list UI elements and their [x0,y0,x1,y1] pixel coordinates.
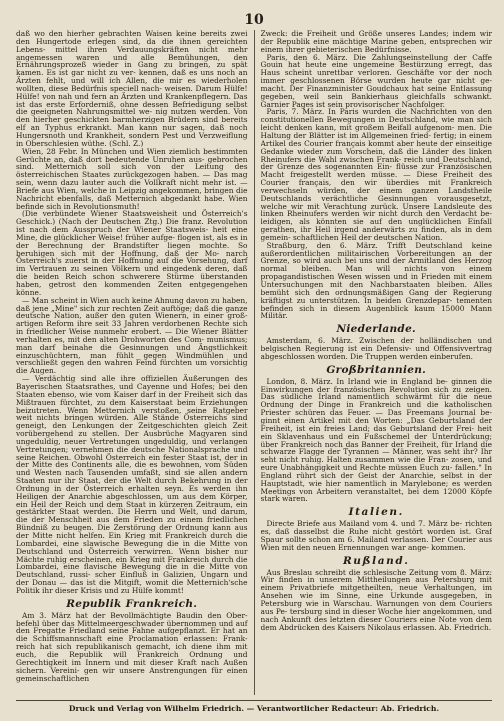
france-paragraph: Am 3. März hat der Bevollmächtigte Baudin den Ober- befehl über das Mittelmeergeschwader übernommen und auf den Fregatte Friedland seine Fahne aufgepflanzt. Er hat an die Schiffsmannschaft eine Proclamation erlassen: Frank- reich hat sich republikanisch gemacht, ich diene ihm mit euch, die Republik will Frankreich Ordnung und Gerechtigkeit im Innern und mit dieser Kraft nach Außen sichern. Vereini- gen wir unsere Anstrengungen für einen gemeinschaftlichen [16,610,248,683]
left-paragraph: (Die verbündete Wiener Staatsweisheit und Österreich's Geschick.) (Nach der Deutschen Ztg.) Die franz. Revolution ist nach dem Ausspruch der Wiener Staatsweis- heit eine Mine, die glücklicher Weise! früher aufge- flogen ist, als es in der Berechnung der Brandstifter liegen mochte. So beruhigen sich mit der Hoffnung, daß der Mo- narch Österreich's zuerst in der Hoffnung auf die Vorsehung, darf im Vertrauen zu seinen Völkern und eingedenk deren, daß die beiden Reich schon schwerere Stürme überstanden haben, getrost den kommenden Zeiten entgegengehen könne. [16,209,248,297]
britain-paragraph: London, 8. März. In Irland wie in England be- ginnen die Einwirkungen der französischen Revolution sich zu zeigen. Das südliche Irland namentlich schwärmt für die neue Ordnung der Dinge in Frankreich und die katholischen Priester schüren das Feuer. — Das Freemans Journal be- ginnt einen Artikel mit den Worten: „Das Geburtsland der Freiheit, ist ein freies Land; das Geburtsland der Frei- heit ein Sklavenhaus und ein Fußschemel der Unterdrückung; über Frankreich noch das Banner der Freiheit, für Irland die schwarze Flagge der Tyrannen — Männer, was seht ihr? Ihr seht nicht ruhig. Halten zusammen wie die Fran- zosen, und eure Unabhängigkeit und Rechte müssen Euch zu- fallen." In England rührt sich der Geist der Anarchie, selbst in der Hauptstadt, wie hier namentlich in Marylebone; es werden Meetings von Arbeitern veranstaltet, bei dem 12000 Köpfe stark waren. [260,376,492,504]
right-column [261,30,493,695]
left-intro: daß wo den hierher gebrachten Waisen keine bereits zwei den Hungertode erlegen sind, da die ihnen gereichten Lebens- mittel ihren Verdauungskräften nicht mehr angemessen waren und alle Bemühungen, den Ernährungsprozeß wieder in Gang zu bringen, zu spät kamen. Es ist gar nicht zu ver- kennen, daß es uns noch an Ärzten fehlt, und will ich Allen, die mir es wiederholen wollten, diese Bedürfnis speciell nach- weisen. Darum Hülfe! Hülfe! von nah und fern an Ärzten und Krankenpflegern. Das ist das erste Erforderniß, ohne dessen Befriedigung selbst die geeigneten Nahrungsmittel we- nig nutzen werden. Von den hierher geschickten barmherzigen Brüdern sind bereits elf an Typhus erkrankt. Man kann nur sagen, daß noch Hungersnoth und Krankheit, sondern Pest und Verzweiflung in Oberschlesien wüthe. (Schl. Z.) [16,30,248,148]
column-divider [254,30,255,695]
left-column [16,30,248,695]
section-heading-france: Republik Frankreich. [66,597,198,610]
right-paragraph: Paris, 7. März. In Paris wurden die Nachrichten von den constitutionellen Bewegungen in Deutschland, wie man sich leicht denken kann, mit großem Beifall aufgenom- men. Die Haltung der Blätter ist im Allgemeinen fried- fertig; in einem Artikel des Courier français kommt aber heute der einseitige Gedanke wieder zum Vorschein, daß die Länder des linken Rheinufers die Wahl zwischen Frank- reich und Deutschland, der Grenze des sogenannten Ein- flüsse zur Französischen Macht freigestellt werden müsse. — Diese Freiheit des Courier français, den wir überdies mit Frankreich verwechseln würden, der einem ganzen Landstheile Deutschlands verächtliche Gesinnungen vorausgesetzt, welche wir mit Verachtung zurück. Unsere Landsleute des linken Rheinufers werden wir nicht durch den Verdacht be- leidigen, als könnten sie auf den unglücklichen Einfall gerathen, ihr Heil irgend anderwärts zu finden, als in dem gemein- schaftlichen Heil der deutschen Nation. [260,107,492,242]
section-heading-netherlands: Niederlande. [336,323,417,336]
netherlands-paragraph: Amsterdam, 6. März. Zwischen der holländischen und belgischen Regierung ist ein Defensiv- und Offensivvertrag abgeschlossen worden. Die Truppen werden einberufen. [260,336,492,361]
left-paragraph: — Man scheint in Wien auch keine Ahnung davon zu haben, daß jene „Mine" sich zur rechten Zeit auftöge; daß die ganze deutsche Nation, außer den guten Wienern, in einer groß- artigen Reform ihre seit 33 Jahren verdorbenen Rechte sich in friedlicher Weise nunmehr erobert. — Die Wiener Blätter verhalten es, mit den alten Drohworten des Com- munismus; man darf beinahe die Gesinnungen und Ängstlichkeit einzuschüchtern, man fühlt gegen Windmühlen und verschließt gegen den wahren Feind fürchten um vorsichtig die Augen. [16,295,248,376]
left-paragraph: Wien, 28 Febr. In München und Wien ziemlich bestimmten Gerüchte an, daß dort bedeutende Unruhen aus- gebrochen sind. Metternich soll sich von der Leitung des österreichischen Staates zurückgezogen haben. — Das mag sein, wenn dazu lauter auch die Vollkraft nicht mehr ist. — Briefe aus Wien, welche in Leipzig angekommen, bringen die Nachricht ebenfalls, daß Metternich abgedankt habe. Wien befinde sich in Revolutionsmuth! [16,146,248,211]
russia-paragraph: Aus Breslau schreibt die schlesische Zeitung vom 8. März: Wir finden in unserem Mittheilungen aus Petersburg mit einem Privatbriefe mitgetheilten, neue Verhaltungen, im Ansehen wie im Sinne, eine Urkunde ausgegeben, in Petersburg wie in Warschau. Warnungen von dem Couriers aus Pe- tersburg sind in dieser Woche hier angekommen, und nach Ankunft des letzten dieser Couriers eine Note von dem dem Abdrücken des Kaisers Nikolaus erlassen. Ab. Friedrich. [260,567,492,632]
section-heading-italy: Italien. [348,506,404,519]
right-paragraph: Straßburg, den 6. März. Trifft Deutschland keine außerordentlichen militairischen Vorbereitungen an der Grenze, so wird auch bei uns und der Armitland des Herzog normal bleiben. Man will nichts von einem propagandistischen Wesen wissen und in Frieden mit einem Untersuchungen mit den Nachbarstaaten bleiben. Alles bemüht sich den ordnungsmäßigen Gang der Regierung kräftigst zu unterstützen. In beiden Grenzdepar- tementen befinden sich in diesem Augenblick kaum 15000 Mann Militär. [260,240,492,321]
page-number: 10 [244,12,264,28]
italy-paragraph: Directe Briefe aus Mailand vom 4. und 7. März be- richten es, daß dasselbst die Ruhe nicht gestört worden ist. Graf Spaur sollte schon am 6. Mailand verlassen. Der Courier aus Wien mit den neuen Ernennungen war ange- kommen. [260,519,492,552]
section-heading-russia: Rußland. [342,554,410,567]
right-intro: Zweck: die Freiheit und Größe unseres Landes; indem wir der Republik eine mächtige Marine geben, entsprechen wir einem ihrer gebieterischen Bedürfnisse. [260,30,492,54]
right-paragraph: Paris, den 6. März. Die Zahlungseinstellung der Caffe Gouin hat heute eine ungemeine Bestürzung erregt, das Haus scheint unrettbar verloren. Geschäfte vor der noch immer geschlossenen Börse wurden heute gar nicht ge- macht. Der Finanzminister Goudchaux hat seine Entlassung gegeben, weil sein Bankierhaus gleichfalls schwankt. Garnier Pages ist sein provisorischer Nachfolger. [260,52,492,109]
columns [16,30,492,695]
section-heading-britain: Großbritannien. [326,363,427,376]
imprint-footer: Druck und Verlag von Wilhelm Friedrich. — Verantwortlicher Redacteur: Ab. Friedrich. [16,700,492,713]
left-paragraph: — Verdächtig sind alle ihre offiziellen Äußerungen des Bayerischen Staatsrathes, und Cayenne und Hofes; bei den Staaten ebenso, wie vom Kaiser darf in der Freiheit sich das Mißtrauen fürchtet, zu dem Kaiserstaat beim Erziehungen beizutreten. Wenn Metternich verstoßen, seine Ratgeber weit nichts bringen würden. Alle Stände Österreichs sind geneigt, den Lenkungen der Zeitgeschichten gleich Zeit vorübergehend zu stellen. Der Ausbrüche Magyaren sind ungeduldig, neuer Vertretungen ungeduldig, und verlangen Vertretungen; vernehmen die deutsche Nationalsprache und seine Reichen. Obwohl Österreich ein fester Staat ist, der in der Mitte des Continents alle, die es bewohnen, vom Süden und Westen nach Tausenden umfaßt, sind sie allen andern Staaten nur ihr Staat, der die Welt durch Bekehrung in der Ordnung in der Österreich erhalten seyn. Es werden ihn Heiligen der Anarchie abgeschlossen, um aus dem Körper, ein Heil der Reich und dem Staat in kürzeren Zeitraum, ein gestärkter Staat werden. Die Herrn und Welt, und darum, die der Menschheit aus dem Frieden zu einem friedlichen Bündniß zu beugen. Die Zerstörung der Ordnung kann aus der Mitte nicht helfen. Ein Krieg mit Frankreich durch die Lombardei, eine slawische Bewegung die in die Mitte von Deutschland und Österreich verwirren. Wenn bisher nur Mächte ruhig erscheinen, ein Krieg mit Frankreich durch die Lombardei, eine flavische Bewegung die in die Mitte von Deutschland, russi- scher Einfluß in Galizien, Ungarn und der Donau — das ist die Mitgift, womit die Metternich'sche Politik ihr dieser Krisis und zu Hülfe kommt! [16,374,248,595]
